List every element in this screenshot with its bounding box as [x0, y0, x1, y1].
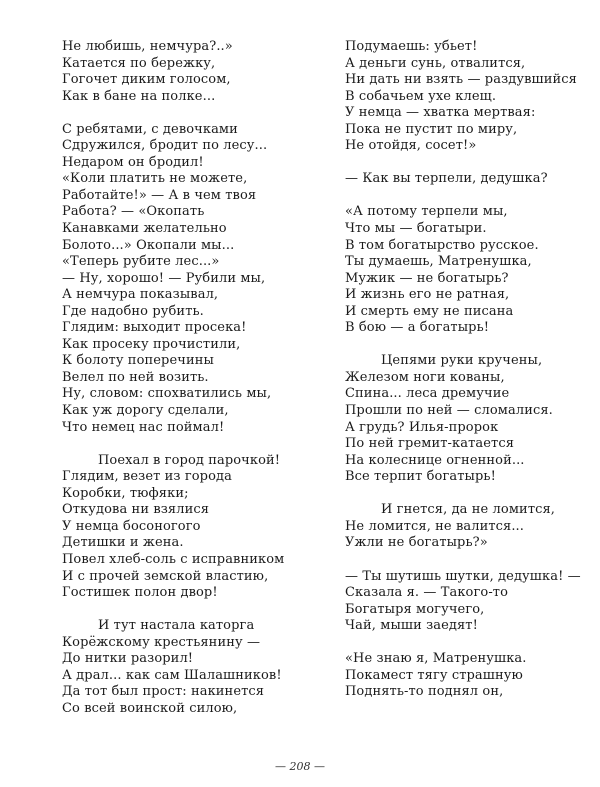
verse-line: И тут настала каторга	[98, 618, 255, 634]
verse-line: Покамест тягу страшную	[345, 667, 523, 683]
verse-line: Откудова ни взялися	[62, 502, 210, 518]
verse-line: Сдружился, бродит по лесу...	[62, 138, 268, 154]
verse-line: Велел по ней возить.	[62, 369, 209, 385]
verse-line: Подумаешь: убьет!	[345, 39, 478, 54]
right-column	[345, 39, 600, 701]
verse-line: В том богатырство русское.	[345, 237, 539, 253]
verse-line: Поднять-то поднял он,	[345, 684, 504, 700]
verse-line: Ну, словом: спохватились мы,	[62, 386, 272, 402]
verse-line: С ребятами, с девочками	[62, 121, 238, 137]
verse-line: Канавками желательно	[62, 221, 227, 237]
verse-line: Работайте!» — А в чем твоя	[62, 187, 257, 203]
verse-line: Сказала я. — Такого-то	[345, 585, 509, 601]
page-number: — 208 —	[275, 760, 325, 773]
verse-line: Прошли по ней — сломалися.	[345, 403, 553, 419]
verse-line: «А потому терпели мы,	[345, 204, 508, 220]
verse-line: По ней гремит-катается	[345, 436, 515, 452]
verse-line: Ты думаешь, Матренушка,	[345, 254, 532, 270]
verse-line: А драл... как сам Шалашников!	[62, 667, 282, 683]
stanza	[345, 204, 600, 336]
verse-line: Детишки и жена.	[62, 535, 184, 551]
verse-line: И смерть ему не писана	[345, 303, 514, 319]
verse-line: Не ломится, не валится...	[345, 518, 525, 534]
verse-line: Работа? — «Окопать	[62, 204, 205, 220]
verse-line: Недаром он бродил!	[62, 154, 204, 170]
verse-line: Как просеку прочистили,	[62, 336, 241, 352]
verse-line: Что мы — богатыри.	[345, 221, 487, 237]
verse-line: — Ну, хорошо! — Рубили мы,	[62, 270, 266, 286]
stanza	[62, 122, 322, 436]
verse-line: Ни дать ни взять — раздувшийся	[345, 72, 577, 88]
stanza	[62, 39, 322, 105]
verse-line: И гнется, да не ломится,	[381, 502, 556, 518]
stanza	[345, 171, 600, 188]
stanza	[62, 618, 322, 717]
verse-line: В собачьем ухе клещ.	[345, 88, 497, 104]
verse-line: Не любишь, немчура?..»	[62, 39, 233, 54]
verse-line: Гостишек полон двор!	[62, 585, 218, 601]
verse-line: Катается по бережку,	[62, 55, 216, 71]
verse-line: Мужик — не богатырь?	[345, 270, 509, 286]
verse-line: До нитки разорил!	[62, 651, 194, 667]
verse-line: Повел хлеб-соль с исправником	[62, 551, 285, 567]
stanza	[345, 502, 600, 552]
stanza	[62, 453, 322, 602]
verse-line: Как в бане на полке...	[62, 88, 216, 104]
stanza	[345, 353, 600, 485]
verse-line: Гогочет диким голосом,	[62, 72, 231, 88]
verse-line: Корёжскому крестьянину —	[62, 634, 261, 650]
verse-line: Железом ноги кованы,	[345, 369, 505, 385]
verse-line: Чай, мыши заедят!	[345, 618, 478, 634]
verse-line: Где надобно рубить.	[62, 303, 204, 319]
verse-line: А немчура показывал,	[62, 287, 219, 303]
verse-line: Цепями руки кручены,	[381, 353, 543, 369]
verse-line: — Ты шутишь шутки, дедушка! —	[345, 568, 581, 584]
verse-line: «Не знаю я, Матренушка.	[345, 651, 527, 667]
verse-line: Не отойдя, сосет!»	[345, 138, 477, 154]
verse-line: «Теперь рубите лес...»	[62, 254, 220, 270]
verse-line: А грудь? Илья-пророк	[345, 419, 499, 435]
verse-line: А деньги сунь, отвалится,	[345, 55, 526, 71]
verse-line: Да тот был прост: накинется	[62, 684, 265, 700]
verse-line: Поехал в город парочкой!	[98, 452, 281, 468]
verse-line: — Как вы терпели, дедушка?	[345, 171, 548, 187]
verse-line: На колеснице огненной...	[345, 452, 525, 468]
verse-line: Ужли не богатырь?»	[345, 535, 488, 551]
verse-line: Со всей воинской силою,	[62, 700, 238, 716]
verse-line: У немца — хватка мертвая:	[345, 105, 536, 121]
verse-line: Болото...» Окопали мы...	[62, 237, 235, 253]
stanza	[345, 39, 600, 155]
left-column	[62, 39, 322, 717]
verse-line: И жизнь его не ратная,	[345, 287, 510, 303]
verse-line: У немца босоногого	[62, 518, 201, 534]
verse-line: Спина... леса дремучие	[345, 386, 510, 402]
verse-line: К болоту поперечины	[62, 353, 214, 369]
stanza	[345, 569, 600, 635]
verse-line: Пока не пустит по миру,	[345, 121, 518, 137]
verse-line: Коробки, тюфяки;	[62, 485, 189, 501]
verse-line: Что немец нас поймал!	[62, 419, 225, 435]
verse-line: Глядим: выходит просека!	[62, 320, 247, 336]
verse-line: Глядим, везет из города	[62, 469, 232, 485]
stanza	[345, 651, 600, 701]
verse-line: «Коли платить не можете,	[62, 171, 248, 187]
verse-line: В бою — а богатырь!	[345, 320, 490, 336]
verse-line: Богатыря могучего,	[345, 601, 485, 617]
verse-line: Все терпит богатырь!	[345, 469, 496, 485]
verse-line: И с прочей земской властию,	[62, 568, 269, 584]
verse-line: Как уж дорогу сделали,	[62, 403, 229, 419]
